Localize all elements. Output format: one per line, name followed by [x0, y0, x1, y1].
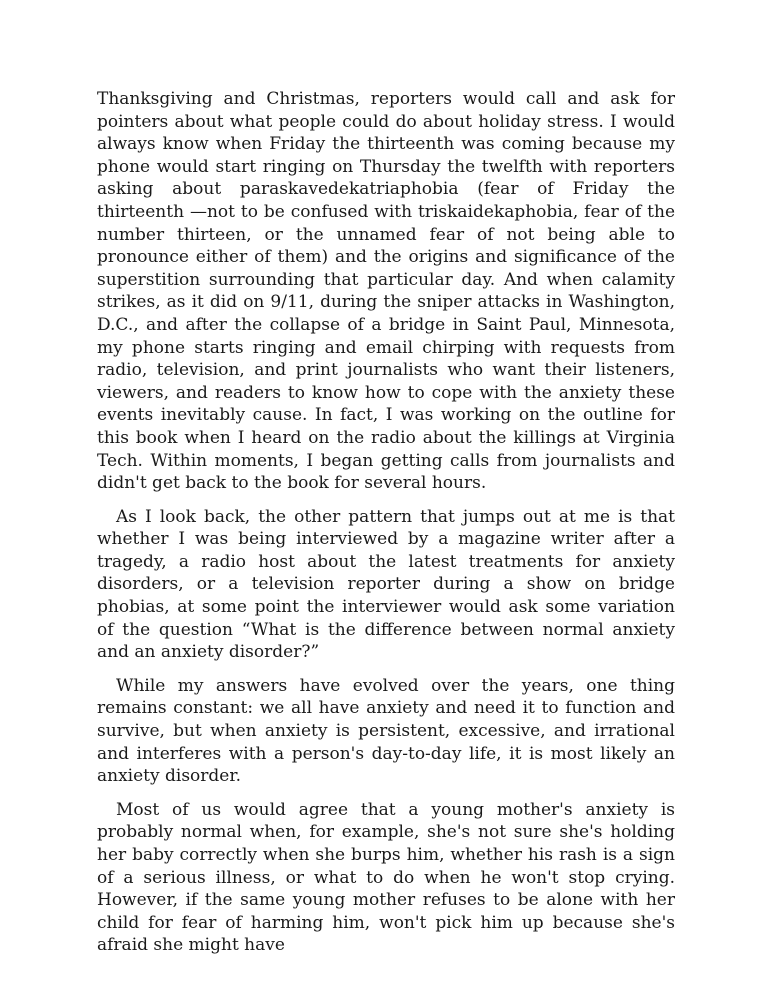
paragraph-young-mother: Most of us would agree that a young mother's anxiety is probably normal when, for example, she's not sure she's holding her baby correctly when she burps him, whether his rash is a sign of a serious illness, or what to do when he won't stop crying. However, if the same young mother refuses to be alone with her child for fear of harming him, won't pick him up because she's afraid she might have — [97, 799, 675, 956]
book-page-body — [97, 88, 675, 968]
paragraph-interview-pattern: As I look back, the other pattern that jumps out at me is that whether I was being interviewed by a magazine writer after a tragedy, a radio host about the latest treatments for anxiety disorders, or a television reporter during a show on bridge phobias, at some point the interviewer would ask some variation of the question “What is the difference between normal anxiety and an anxiety disorder?” — [97, 506, 675, 663]
paragraph-holiday-stress: Thanksgiving and Christmas, reporters would call and ask for pointers about what people could do about holiday stress. I would always know when Friday the thirteenth was coming because my phone would start ringing on Thursday the twelfth with reporters asking about paraskavedekatriaphobia (fear of Friday the thirteenth —not to be confused with triskaidekaphobia, fear of the number thirteen, or the unnamed fear of not being able to pronounce either of them) and the origins and significance of the superstition surrounding that particular day. And when calamity strikes, as it did on 9/11, during the sniper attacks in Washington, D.C., and after the collapse of a bridge in Saint Paul, Minnesota, my phone starts ringing and email chirping with requests from radio, television, and print journalists who want their listeners, viewers, and readers to know how to cope with the anxiety these events inevitably cause. In fact, I was working on the outline for this book when I heard on the radio about the killings at Virginia Tech. Within moments, I began getting calls from journalists and didn't get back to the book for several hours. — [97, 89, 675, 494]
paragraph-normal-vs-disorder: While my answers have evolved over the years, one thing remains constant: we all have anxiety and need it to function and survive, but when anxiety is persistent, excessive, and irrational and interferes with a person's day-to-day life, it is most likely an anxiety disorder. — [97, 675, 675, 787]
